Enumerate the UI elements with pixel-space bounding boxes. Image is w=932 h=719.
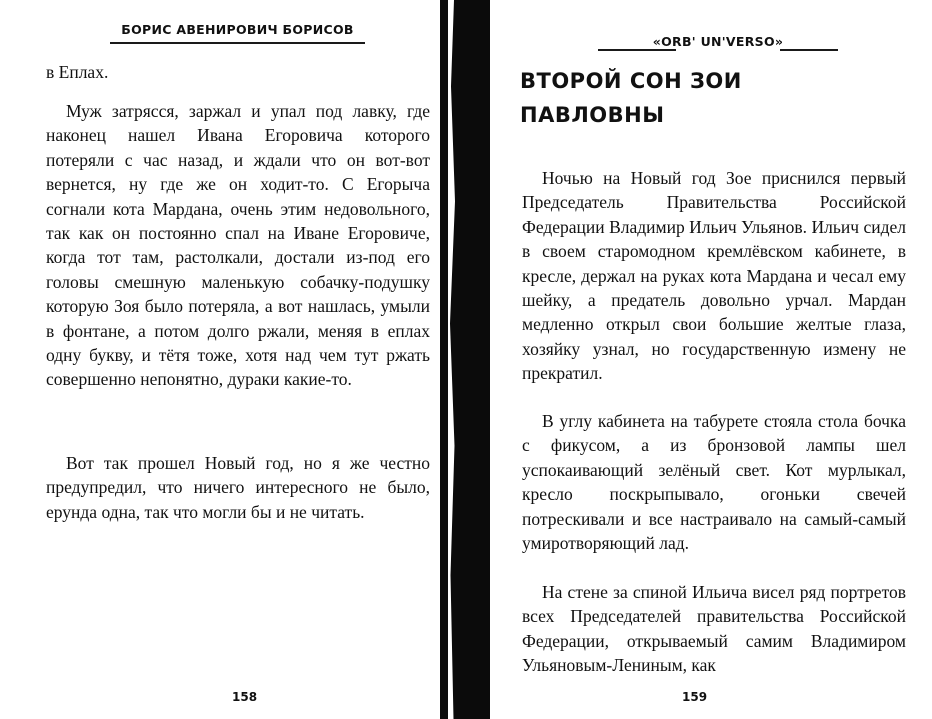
right-paragraph-1: Ночью на Новый год Зое приснился первый Председатель Правительства Российской Федерации Владимир Ильич Ульянов. Ильич сидел в своем старомодном кремлёвском кабинете, в кресле, держал на руках кота Мардана и чесал ему шейку, а предатель довольно урчал. Мардан медленно открыл свои большие желтые глаза, хозяйку узнал, но государственную измену не прекратил. xyxy=(522,168,906,384)
right-page-number: 159 xyxy=(682,690,708,704)
left-page xyxy=(0,0,452,719)
left-page-number: 158 xyxy=(232,690,258,704)
right-page xyxy=(490,0,932,719)
left-header-rule xyxy=(110,42,365,44)
continued-text: в Еплах. xyxy=(46,62,109,82)
left-paragraph-1: Муж затрясся, заржал и упал под лавку, где наконец нашел Ивана Егоровича которого потеряли с час назад, и ждали что он вот-вот вернется, ну где же он ходит-то. С Егорыча согнали кота Мардана, очень этим недовольного, так как он постоянно спал на Иване Егоровиче, когда тот там, растолкали, достали из-под его головы смешную маленькую собачку-подушку которую Зоя было потеряла, а вот нашлась, умыли в фонтане, а потом долго ржали, меняя в еплах одну букву, и тётя тоже, хотя над чем тут ржать совершенно непонятно, дураки какие-то. xyxy=(46,101,430,390)
right-running-head: «ORB' UN'VERSO» xyxy=(652,34,784,49)
right-header-rule-left xyxy=(598,49,676,51)
right-paragraph-3: На стене за спиной Ильича висел ряд портретов всех Председателей правительства Российской Федерации, открываемый самим Владимиром Ульяновым-Лениным, как xyxy=(522,582,906,676)
right-header-rule-right xyxy=(780,49,838,51)
chapter-title: ВТОРОЙ СОН ЗОИ ПАВЛОВНЫ xyxy=(520,69,742,127)
left-paragraph-2: Вот так прошел Новый год, но я же честно предупредил, что ничего интересного не было, ерунда одна, так что могли бы и не читать. xyxy=(46,453,430,522)
right-paragraph-2: В углу кабинета на табурете стояла стола бочка с фикусом, а из бронзовой лампы шел успокаивающий зелёный свет. Кот мурлыкал, кресло поскрыпывало, огоньки свечей потрескивали и все настраивало на самый-самый умиротворяющий лад. xyxy=(522,411,906,554)
left-running-head: БОРИС АВЕНИРОВИЧ БОРИСОВ xyxy=(121,22,354,37)
